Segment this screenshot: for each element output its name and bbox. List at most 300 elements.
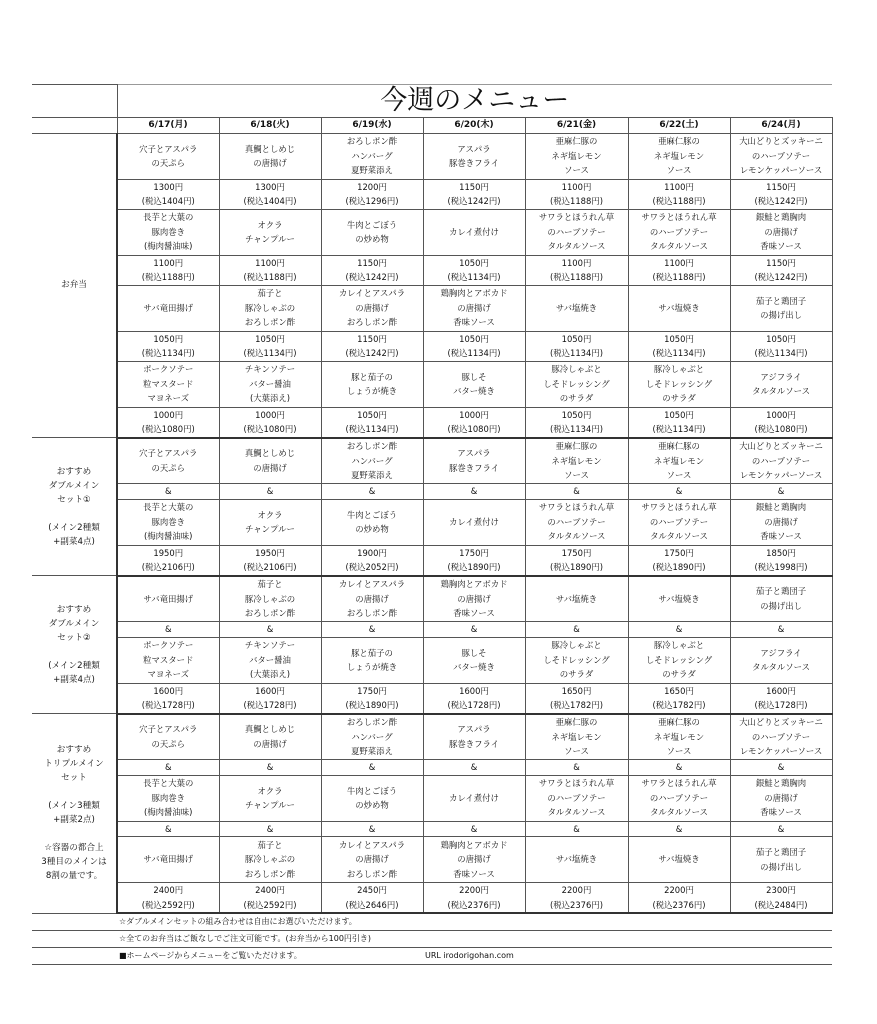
cell-line: 銀鮭と鶏胸肉 — [755, 778, 807, 789]
cell-line: のハーブソテー — [547, 226, 606, 237]
section-label-line: セット② — [57, 632, 91, 643]
cell-line: 豚冷しゃぶの — [244, 593, 296, 604]
cell-line: のハーブソテー — [649, 792, 709, 803]
menu-body — [32, 133, 832, 913]
menu-item — [321, 361, 423, 407]
cell-line: & — [368, 762, 376, 772]
menu-item — [525, 837, 628, 883]
price-cell — [730, 545, 832, 576]
day-header-row — [32, 118, 832, 134]
day-header: 6/20(木) — [423, 118, 525, 134]
cell-line: 豚巻きフライ — [449, 158, 499, 168]
cell-line: の炒め物 — [355, 234, 389, 244]
combo-separator — [423, 484, 525, 500]
cell-line: 真鯛としめじ — [244, 724, 296, 735]
cell-line: チャンプルー — [245, 234, 295, 244]
cell-line: 銀鮭と鶏胸肉 — [755, 212, 807, 223]
cell-line: しそドレッシング — [543, 378, 610, 389]
cell-line: のハーブソテー — [751, 455, 811, 466]
menu-item — [321, 637, 423, 683]
price-tax-included: (税込1080円) — [754, 424, 808, 434]
menu-item — [117, 499, 219, 545]
cell-line: ネギ塩レモン — [551, 455, 602, 466]
price-tax-included: (税込1134円) — [447, 272, 501, 282]
menu-item — [117, 133, 219, 179]
cell-line: サワラとほうれん草 — [538, 502, 615, 513]
price-text: 1600円 — [766, 685, 796, 696]
cell-line: の唐揚げ — [253, 158, 287, 168]
dish-row — [32, 837, 832, 883]
price-cell — [117, 331, 219, 361]
price-cell — [321, 683, 423, 714]
cell-line: 豚冷しゃぶと — [551, 640, 602, 651]
cell-line: 鶏胸肉とアボカド — [440, 288, 508, 299]
combo-separator — [423, 821, 525, 837]
cell-line: & — [470, 624, 478, 634]
price-cell — [423, 407, 525, 438]
cell-line: サバ竜田揚げ — [143, 854, 194, 865]
cell-line: & — [164, 486, 172, 496]
dish-row — [32, 361, 832, 407]
cell-line: おろしポン酢 — [244, 608, 296, 618]
price-cell — [321, 255, 423, 285]
menu-item — [321, 133, 423, 179]
day-header: 6/24(月) — [730, 118, 832, 134]
cell-line: 鶏胸肉とアボカド — [440, 839, 508, 850]
cell-line: おろしポン酢 — [346, 317, 398, 328]
cell-line: サバ塩焼き — [658, 854, 700, 865]
cell-line: 穴子とアスパラ — [139, 448, 198, 459]
cell-line: ソース — [564, 165, 589, 176]
price-tax-included: (税込1188円) — [243, 272, 297, 282]
menu-item — [321, 775, 423, 821]
cell-line: おろしポン酢 — [244, 317, 296, 328]
cell-line: ハンバーグ — [351, 455, 393, 466]
combo-separator — [117, 484, 219, 500]
cell-line: 豚しそ — [461, 371, 487, 382]
price-text: 2200円 — [561, 885, 592, 895]
cell-line: & — [368, 486, 376, 496]
price-text: 1200円 — [357, 181, 387, 192]
price-tax-included: (税込2484円) — [754, 899, 808, 910]
cell-line: タルタルソース — [547, 241, 606, 252]
cell-line: 豚冷しゃぶと — [653, 364, 705, 375]
menu-item — [219, 285, 321, 331]
price-tax-included: (税込1134円) — [345, 424, 399, 434]
cell-line: レモンケッパーソース — [739, 746, 823, 756]
price-tax-included: (税込1134円) — [652, 424, 706, 434]
cell-line: ネギ塩レモン — [551, 731, 602, 742]
menu-item — [525, 637, 628, 683]
cell-line: 茄子と鶏団子 — [755, 586, 807, 597]
price-cell — [730, 255, 832, 285]
cell-line: (梅肉醤油味) — [144, 241, 193, 252]
price-tax-included: (税込1404円) — [243, 196, 297, 206]
price-tax-included: (税込1242円) — [345, 272, 399, 282]
cell-line: サワラとほうれん草 — [641, 502, 717, 513]
cell-line: レモンケッパーソース — [739, 470, 823, 480]
menu-item — [730, 285, 832, 331]
dish-row — [32, 285, 832, 331]
combo-separator — [730, 622, 832, 638]
combo-separator — [628, 484, 730, 500]
dish-row — [32, 576, 832, 622]
cell-line: の唐揚げ — [457, 593, 491, 604]
cell-line: 豚冷しゃぶの — [244, 854, 296, 865]
menu-item — [730, 209, 832, 255]
price-cell — [423, 683, 525, 714]
price-cell — [730, 179, 832, 209]
menu-item — [321, 285, 423, 331]
menu-item — [423, 775, 525, 821]
cell-line: 夏野菜添え — [351, 165, 393, 176]
cell-line: 大山どりとズッキーニ — [739, 136, 823, 147]
cell-line: ソース — [666, 470, 692, 480]
section-label-line: +副菜2点) — [53, 815, 95, 826]
combo-separator — [423, 622, 525, 638]
price-text: 1650円 — [664, 685, 694, 696]
cell-line: の唐揚げ — [457, 302, 491, 313]
cell-line: (大葉添え) — [249, 393, 291, 404]
cell-line: 豚巻きフライ — [449, 462, 499, 473]
price-tax-included: (税込1188円) — [652, 196, 706, 206]
cell-line: しそドレッシング — [543, 654, 610, 665]
note-no-rice: ☆全てのお弁当はご飯なしでご注文可能です。(お弁当から100円引き) — [117, 931, 832, 948]
cell-line: ネギ塩レモン — [653, 150, 705, 161]
cell-line: おろしポン酢 — [244, 868, 296, 879]
cell-line: & — [675, 762, 683, 772]
day-header: 6/19(水) — [321, 118, 423, 134]
menu-item — [117, 209, 219, 255]
cell-line: のハーブソテー — [751, 731, 811, 742]
section-label-line — [32, 785, 116, 799]
price-cell — [628, 255, 730, 285]
price-cell — [628, 179, 730, 209]
price-text: 1050円 — [561, 333, 592, 344]
combo-row — [32, 821, 832, 837]
cell-line: & — [164, 624, 172, 634]
menu-item — [628, 714, 730, 760]
cell-line: 香味ソース — [453, 868, 495, 879]
menu-item — [321, 837, 423, 883]
cell-line: & — [266, 762, 274, 772]
cell-line: & — [675, 823, 683, 834]
menu-item — [525, 285, 628, 331]
menu-item — [423, 438, 525, 484]
price-cell — [117, 179, 219, 209]
menu-item — [423, 576, 525, 622]
cell-line: しょうが焼き — [346, 386, 398, 396]
price-cell — [321, 179, 423, 209]
price-text: 2300円 — [766, 885, 796, 895]
cell-line: ポークソテー — [143, 640, 194, 651]
menu-item — [117, 714, 219, 760]
cell-line: ネギ塩レモン — [653, 455, 705, 466]
price-tax-included: (税込1134円) — [550, 348, 603, 358]
cell-line: & — [777, 762, 785, 772]
price-cell — [628, 331, 730, 361]
cell-line: 豚肉巻き — [151, 792, 185, 803]
combo-separator — [321, 484, 423, 500]
price-tax-included: (税込1134円) — [754, 348, 808, 358]
cell-line: アスパラ — [457, 448, 491, 459]
cell-line: ハンバーグ — [351, 150, 393, 161]
price-cell — [117, 883, 219, 914]
cell-line: の唐揚げ — [355, 593, 389, 604]
cell-line: & — [573, 762, 580, 772]
price-row — [32, 883, 832, 914]
price-cell — [730, 407, 832, 438]
cell-line: & — [266, 624, 274, 634]
section-label-line — [32, 507, 116, 521]
cell-line: & — [675, 486, 683, 496]
cell-line: 茄子と鶏団子 — [755, 847, 807, 857]
section-label-line: トリプルメイン — [44, 759, 104, 770]
cell-line: 香味ソース — [760, 531, 802, 542]
dish-row — [32, 637, 832, 683]
cell-line: の炒め物 — [355, 524, 389, 534]
cell-line: しそドレッシング — [645, 378, 713, 389]
cell-line: 粒マスタード — [143, 654, 194, 665]
menu-item — [628, 837, 730, 883]
cell-line: のサラダ — [662, 669, 696, 680]
section-label — [32, 438, 117, 576]
combo-separator — [525, 821, 628, 837]
menu-item — [628, 576, 730, 622]
cell-line: 牛肉とごぼう — [346, 509, 398, 520]
price-tax-included: (税込2592円) — [243, 899, 297, 910]
menu-item — [628, 209, 730, 255]
menu-item — [219, 637, 321, 683]
combo-separator — [219, 484, 321, 500]
combo-row — [32, 484, 832, 500]
cell-line: ソース — [666, 746, 692, 756]
menu-item — [730, 576, 832, 622]
menu-item — [423, 499, 525, 545]
combo-separator — [628, 622, 730, 638]
cell-line: 豚しそ — [461, 647, 487, 658]
price-tax-included: (税込1890円) — [652, 562, 706, 572]
menu-item — [219, 133, 321, 179]
section-label-line: 8割の量です。 — [45, 871, 103, 882]
cell-line: アスパラ — [457, 143, 491, 154]
cell-line: 豚と茄子の — [351, 647, 393, 658]
cell-line: おろしポン酢 — [346, 441, 398, 451]
cell-line: ポークソテー — [143, 364, 194, 375]
cell-line: レモンケッパーソース — [739, 165, 823, 176]
cell-line: の唐揚げ — [253, 462, 287, 473]
price-cell — [730, 883, 832, 914]
cell-line: おろしポン酢 — [346, 608, 398, 618]
menu-item — [423, 133, 525, 179]
cell-line: サバ塩焼き — [658, 302, 700, 313]
menu-item — [423, 361, 525, 407]
cell-line: の唐揚げ — [764, 226, 798, 237]
combo-separator — [321, 821, 423, 837]
price-cell — [525, 883, 628, 914]
cell-line: の唐揚げ — [253, 738, 287, 749]
price-tax-included: (税込1134円) — [550, 424, 603, 434]
cell-line: & — [777, 486, 785, 496]
menu-item — [525, 576, 628, 622]
cell-line: タルタルソース — [650, 807, 708, 818]
price-cell — [423, 883, 525, 914]
cell-line: のハーブソテー — [649, 226, 709, 237]
dish-row — [32, 133, 832, 179]
cell-line: ネギ塩レモン — [653, 731, 705, 742]
cell-line: の天ぷら — [151, 462, 185, 473]
price-cell — [321, 545, 423, 576]
cell-line: & — [675, 624, 683, 634]
price-text: 1050円 — [459, 257, 489, 268]
price-cell — [730, 331, 832, 361]
cell-line: ネギ塩レモン — [551, 150, 602, 161]
price-text: 1150円 — [459, 181, 489, 192]
combo-separator — [525, 622, 628, 638]
dish-row — [32, 714, 832, 760]
section-label-line: (メイン3種類 — [48, 801, 100, 812]
price-tax-included: (税込2106円) — [141, 562, 195, 572]
price-tax-included: (税込1728円) — [754, 700, 808, 710]
price-row — [32, 331, 832, 361]
cell-line: アジフライ — [760, 647, 802, 658]
cell-line: 銀鮭と鶏胸肉 — [755, 502, 807, 513]
cell-line: & — [368, 624, 376, 634]
price-text: 1050円 — [766, 333, 796, 344]
cell-line: のハーブソテー — [547, 516, 606, 527]
cell-line: 香味ソース — [760, 241, 802, 252]
menu-item — [628, 637, 730, 683]
cell-line: サバ竜田揚げ — [143, 593, 194, 604]
cell-line: のサラダ — [559, 669, 594, 680]
menu-item — [219, 361, 321, 407]
price-tax-included: (税込1890円) — [345, 700, 399, 710]
cell-line: のハーブソテー — [649, 516, 709, 527]
price-cell — [525, 255, 628, 285]
price-tax-included: (税込1242円) — [754, 272, 808, 282]
combo-separator — [219, 622, 321, 638]
price-text: 1050円 — [357, 409, 387, 420]
menu-item — [423, 837, 525, 883]
day-header: 6/17(月) — [117, 118, 219, 134]
cell-line: 豚巻きフライ — [449, 738, 499, 749]
cell-line: (梅肉醤油味) — [144, 807, 193, 818]
combo-separator — [117, 622, 219, 638]
price-text: 1100円 — [561, 257, 592, 268]
price-tax-included: (税込1188円) — [550, 272, 603, 282]
menu-item — [525, 209, 628, 255]
price-cell — [525, 683, 628, 714]
price-cell — [525, 545, 628, 576]
day-header: 6/22(土) — [628, 118, 730, 134]
price-text: 1950円 — [255, 547, 285, 558]
section-label-line: +副菜4点) — [53, 536, 95, 547]
section-label-line: セット① — [57, 494, 91, 505]
combo-separator — [730, 760, 832, 776]
cell-line: のサラダ — [662, 393, 696, 404]
header-corner — [32, 118, 117, 134]
cell-line: の揚げ出し — [760, 310, 802, 320]
cell-line: & — [470, 762, 478, 772]
cell-line: タルタルソース — [752, 662, 810, 672]
cell-line: ソース — [666, 165, 692, 176]
cell-line: サバ竜田揚げ — [143, 302, 194, 313]
cell-line: バター焼き — [453, 662, 495, 672]
price-tax-included: (税込1080円) — [447, 424, 501, 434]
menu-item — [525, 361, 628, 407]
dish-row — [32, 499, 832, 545]
price-tax-included: (税込1188円) — [141, 272, 195, 282]
cell-line: ソース — [564, 746, 589, 756]
price-tax-included: (税込1242円) — [754, 196, 808, 206]
cell-line: 真鯛としめじ — [244, 448, 296, 459]
menu-item — [321, 714, 423, 760]
menu-item — [321, 209, 423, 255]
combo-separator — [730, 484, 832, 500]
menu-item — [628, 775, 730, 821]
menu-item — [117, 837, 219, 883]
menu-item — [628, 361, 730, 407]
cell-line: 長芋と大葉の — [143, 502, 194, 513]
price-text: 1050円 — [664, 333, 694, 344]
price-tax-included: (税込1890円) — [447, 562, 501, 572]
combo-separator — [730, 821, 832, 837]
price-tax-included: (税込2376円) — [447, 899, 501, 910]
price-tax-included: (税込2592円) — [141, 899, 195, 910]
combo-separator — [525, 760, 628, 776]
price-cell — [628, 883, 730, 914]
price-text: 2400円 — [153, 885, 184, 895]
cell-line: カレイ煮付け — [449, 516, 499, 527]
price-row — [32, 545, 832, 576]
cell-line: タルタルソース — [547, 807, 606, 818]
menu-item — [117, 576, 219, 622]
price-cell — [219, 683, 321, 714]
price-tax-included: (税込1728円) — [141, 700, 195, 710]
cell-line: カレイ煮付け — [449, 792, 499, 803]
cell-line: のサラダ — [559, 393, 594, 404]
cell-line: タルタルソース — [547, 531, 606, 542]
cell-line: 亜麻仁豚の — [555, 717, 598, 727]
cell-line: の揚げ出し — [760, 600, 802, 611]
price-tax-included: (税込1296円) — [345, 196, 399, 206]
price-text: 1750円 — [664, 547, 694, 558]
cell-line: 長芋と大葉の — [143, 778, 194, 789]
price-tax-included: (税込2376円) — [652, 899, 706, 910]
menu-item — [525, 499, 628, 545]
dish-row — [32, 775, 832, 821]
menu-item — [730, 499, 832, 545]
menu-item — [525, 438, 628, 484]
section-label-line — [32, 827, 116, 841]
cell-line: マヨネーズ — [147, 669, 189, 680]
menu-item — [628, 499, 730, 545]
menu-item — [423, 285, 525, 331]
price-tax-included: (税込1134円) — [243, 348, 297, 358]
section-label-line: +副菜4点) — [53, 674, 95, 685]
cell-line: オクラ — [257, 219, 283, 230]
cell-line: 長芋と大葉の — [143, 212, 194, 223]
price-row — [32, 255, 832, 285]
page-title: 今週のメニュー — [117, 85, 832, 118]
menu-item — [117, 285, 219, 331]
price-cell — [525, 407, 628, 438]
cell-line: & — [164, 762, 172, 772]
menu-item — [730, 637, 832, 683]
cell-line: & — [470, 486, 478, 496]
cell-line: 香味ソース — [760, 807, 802, 818]
menu-item — [219, 837, 321, 883]
